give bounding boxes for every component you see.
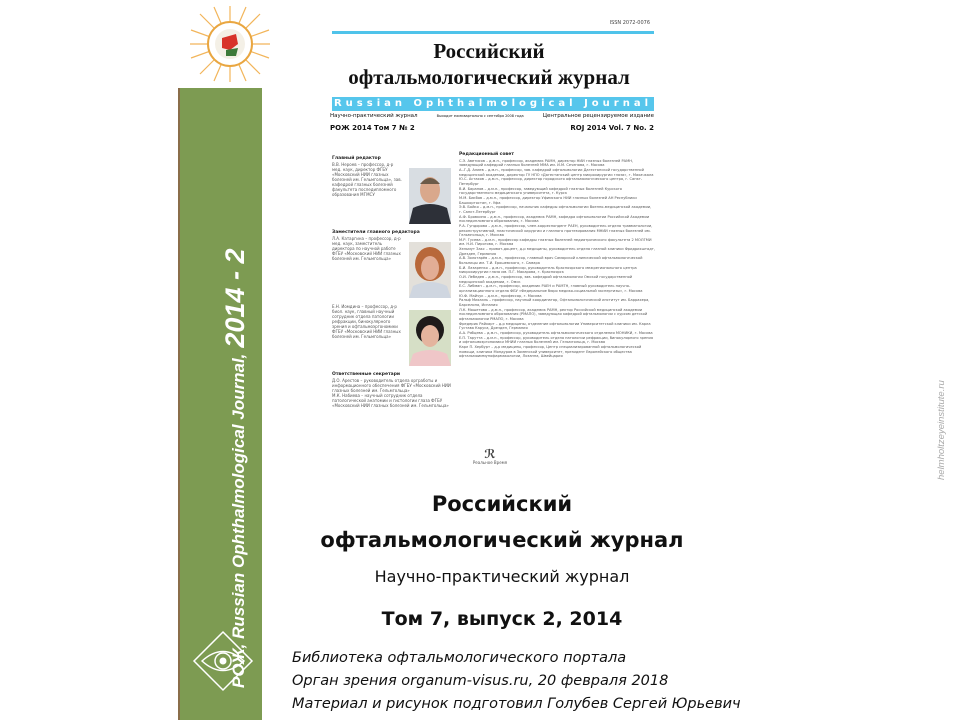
credit-line: Библиотека офтальмологического портала [292,650,627,666]
publisher-name: Реальное Время [472,460,508,465]
cover-peer: Центральное рецензируемое издание [542,113,654,119]
main-title-line2: офтальмологический журнал [320,528,684,552]
chief-editor-photo [409,168,451,224]
board-member: А.В. Золотарёв – д.м.н., профессор, главный врач Самарской клинической офтальмологической больницы им. Т.И. Ерошевского, г. Самара [459,256,643,266]
issue-ru: РОЖ 2014 Том 7 № 2 [330,124,415,132]
publisher [470,448,510,465]
board-member: Л.К. Мошетова – д.м.н., профессор, академик РАМН, ректор Российской медицинской академии последипломного образования (РМАПО), заведующая кафедрой офтальмологии с курсом детской офтальмологии РМАПО, г. Москва [459,307,648,321]
board-member: Р.А. Гундорова – д.м.н., профессор, член-корреспондент РАЕН, руководитель отдела травматологии, реконструктивной, пластической хирургии и глазного протезирования МНИИ глазных болезней им. Гельмгольца, г. Москва [459,223,653,238]
board-member: В.И. Баранов – д.м.н., профессор, заведующий кафедрой глазных болезней Курского государственного медицинского университета, г. Курск [459,186,622,196]
board-member: М.Р. Гусева – д.м.н., профессор кафедры глазных болезней педиатрического факультета 2 МОЛГМИ им. Н.И. Пирогова, г. Москва [459,237,652,247]
issn: ISSN 2072-0076 [609,20,650,26]
deputy1-text: Л.А. Катаргина – профессор, д-р мед. наук, заместитель директора по научной работе ФГБУ «Московский НИИ глазных болезней им. Гельмгольца» [332,236,401,261]
board-member: С.Э. Аветисов – д.м.н., профессор, академик РАМН, директор НИИ глазных болезней РАМН, заведующий кафедрой глазных болезней ММА им. И.М. Сеченова, г. Москва [459,158,634,168]
main-title-line1: Российский [431,492,573,516]
board-member: Ю.С. Астахов – д.м.н., профессор, директор городского офтальмологического центра, г. Санкт-Петербург [459,177,643,186]
secretary1-text: Д.О. Арестов – руководитель отдела оргработы и информационного обеспечения ФГБУ «Московский НИИ глазных болезней им. Гельмгольца» [332,378,451,393]
board-member: О.И. Лебедев – д.м.н., профессор, зав. кафедрой офтальмологии Омской государственной медицинской академии, г. Омск [459,275,633,284]
cover-since: Выходит ежеквартально с сентября 2008 года [436,114,524,118]
board-member: Ральф Михаэль – профессор, научный координатор, Офтальмологический институт им. Баррахера, Барселона, Испания [459,298,650,307]
spine-year: 2014 - 2 [220,248,250,348]
board-member: А.А. Рябцева – д.м.н., профессор, руководитель офтальмологического отделения МОНИКИ, г. Москва [459,330,653,335]
spine-title [220,128,251,688]
board-member: Е.П. Тарутта – д.м.н., профессор, руководитель отдела патологии рефракции, бинокулярного зрения и офтальмоэргономики МНИИ глазных болезней им. Гельмгольца, г. Москва [459,335,653,345]
board-member: А.-Г.Д. Алиев – д.м.н., профессор, зав. кафедрой офтальмологии Дагестанской государственной медицинской академии, директор ГУ НПО «Дагестанский центр микрохирургии глаза», г. Махачкала [459,167,654,177]
board-member: М.М. Бикбов – д.м.н., профессор, директор Уфимского НИИ глазных болезней АН Республики Башкортостан, г. Уфа [459,195,637,205]
credit-line: Орган зрения organum-visus.ru, 20 февраля 2018 [292,673,669,689]
board-member: А.Ф. Бровкина – д.м.н., профессор, академик РАМН, кафедра офтальмологии Российской Академии последипломного образования, г. Москва [459,214,650,224]
issue-en: ROJ 2014 Vol. 7 No. 2 [570,124,654,132]
cover-title [322,38,656,90]
deputy-heading: Заместители главного редактора [332,230,420,235]
deputy2-photo [409,310,451,366]
cover-title-line2: офтальмологический журнал [348,65,630,89]
watermark: helmholtzeyeinstitute.ru [936,380,947,480]
journal-cover [322,20,656,465]
publisher-logo-icon: ℛ [484,447,496,461]
board-member: Карл П. Хербурт – д-р медицины, профессор, Центр специализированной офтальмологической помощи, клиника Мондуров в Зоменской университет, президент Европейского общества офтальмоиммунофармакологии, Лозанна, Швейцария [459,344,642,359]
top-rule [332,31,654,34]
chief-text: В.В. Нероев – профессор, д-р мед. наук, директор ФГБУ «Московский НИИ глазных болезней им. Гельмгольца», зав. кафедрой глазных болезней факультета последипломного образования МГМСУ [332,162,402,197]
board-member: Хельмут Закс – приват-доцент, д-р медицины, руководитель отдела глазной клиники Фридрихштадт, Дрезден, Германия [459,247,655,256]
chief-heading: Главный редактор [332,156,381,161]
board-member: Ю.Ф. Майчук – д.м.н., профессор, г. Москва [459,293,542,298]
cover-type: Научно-практический журнал [330,113,418,119]
main-issue: Том 7, выпуск 2, 2014 [381,608,623,630]
credit-line: Материал и рисунок подготовил Голубев Сергей Юрьевич [292,696,741,712]
eye-icon [190,628,256,694]
secretary2-text: М.К. Набиева – научный сотрудник отдела патологической анатомии и гистологии глаза ФГБУ «Московский НИИ глазных болезней им. Гельмгольца» [332,393,449,408]
board-member: Фредерик Райхарт – д-р медицины, отделение офтальмологии Университетской клиники им. Карла Густава Каруса, Дрезден, Германия [459,321,651,331]
deputy1-photo [409,242,451,298]
board-member: Э.В. Бойко – д.м.н., профессор, начальник кафедры офтальмологии Военно-медицинской академии, г. Санкт-Петербург [459,205,652,214]
board-heading: Редакционный совет [459,152,514,157]
board-member: Б.И. Лазаренко – д.м.н., профессор, руководитель Красноярского межрегионального центра микрохирургии глаза им. П.Г. Макарова, г. Красноярск [459,265,637,275]
english-title-band: Russian Ophthalmological Journal [333,98,653,109]
editors-column [332,156,452,408]
board-column [459,153,655,359]
board-member: Е.С. Либман – д.м.н., профессор, академик РАЕН и РАМТН, главный руководитель научно-организационного отдела ФБУ «Федеральное бюро медико-социальной экспертизы», г. Москва [459,284,643,294]
cover-title-line1: Российский [433,39,545,63]
spine-label: РОЖ, Russian Ophthalmological Journal, [229,353,248,688]
deputy2-text: Е.Н. Иомдина – профессор, д-р биол. наук, главный научный сотрудник отдела патологии рефракции, бинокулярного зрения и офтальмоэргономики ФГБУ «Московский НИИ глазных болезней им. Гельмгольца» [332,304,401,339]
institute-emblem-logo [186,4,274,84]
board-list [459,159,655,359]
journal-spine-band [178,88,262,720]
secretary-heading: Ответственные секретари [332,372,401,377]
main-subtitle: Научно-практический журнал [374,567,630,586]
